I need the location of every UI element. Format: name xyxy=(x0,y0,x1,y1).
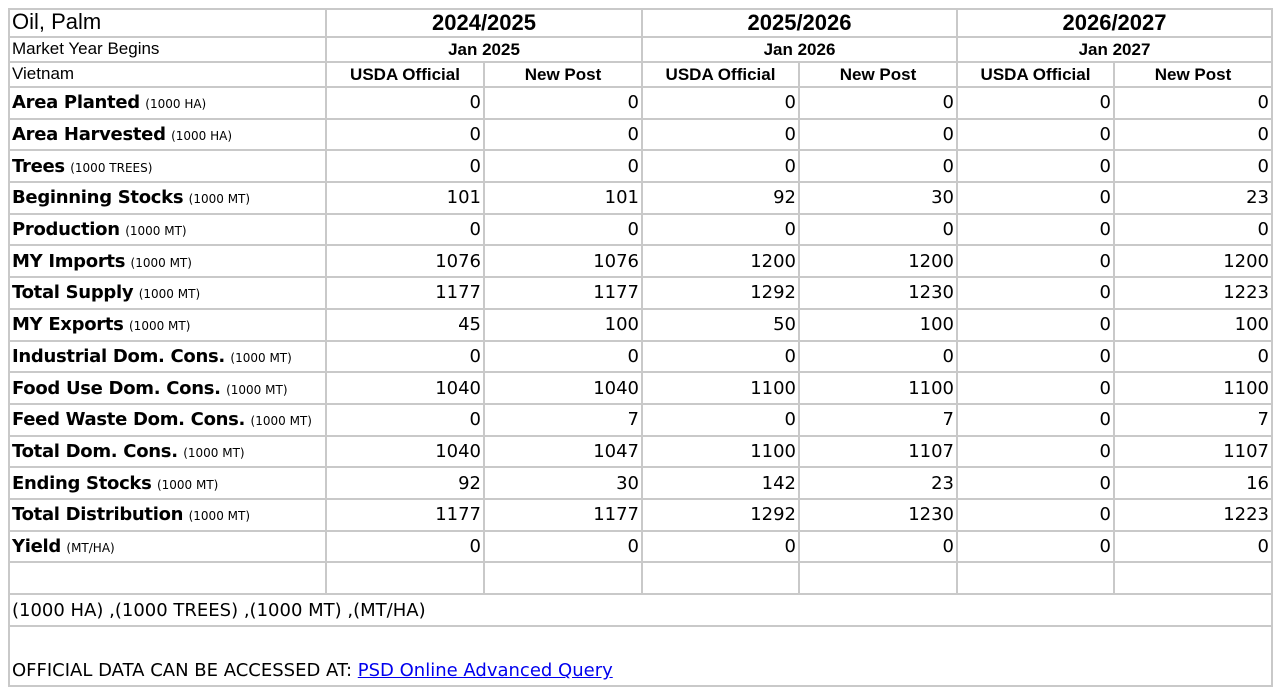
value-cell: 1100 xyxy=(799,372,957,404)
value-cell: 0 xyxy=(484,87,642,119)
value-cell: 0 xyxy=(799,531,957,563)
table-row xyxy=(9,341,1272,373)
col-new-post: New Post xyxy=(1114,62,1272,87)
value-cell: 1040 xyxy=(484,372,642,404)
row-label: Food Use Dom. Cons. xyxy=(12,377,221,399)
value-cell: 142 xyxy=(642,467,799,499)
row-unit: (1000 MT) xyxy=(183,445,245,460)
value-cell: 0 xyxy=(326,150,484,182)
value-cell: 0 xyxy=(957,214,1114,246)
value-cell: 1100 xyxy=(1114,372,1272,404)
value-cell: 0 xyxy=(326,119,484,151)
year-header-2: 2025/2026 xyxy=(642,9,957,37)
value-cell: 0 xyxy=(799,341,957,373)
row-unit: (1000 TREES) xyxy=(70,160,153,175)
value-cell: 92 xyxy=(642,182,799,214)
row-label: Feed Waste Dom. Cons. xyxy=(12,409,246,431)
value-cell: 0 xyxy=(484,341,642,373)
row-label: Yield xyxy=(12,535,61,557)
table-row xyxy=(9,309,1272,341)
value-cell: 0 xyxy=(957,531,1114,563)
value-cell: 0 xyxy=(957,182,1114,214)
value-cell: 0 xyxy=(957,436,1114,468)
value-cell: 1230 xyxy=(799,277,957,309)
value-cell: 0 xyxy=(642,87,799,119)
header-row-begins xyxy=(9,37,1272,62)
value-cell: 0 xyxy=(799,119,957,151)
value-cell: 0 xyxy=(326,214,484,246)
table-row xyxy=(9,531,1272,563)
value-cell: 0 xyxy=(484,150,642,182)
row-label-cell xyxy=(9,372,326,404)
row-label: Total Dom. Cons. xyxy=(12,440,178,462)
table-row xyxy=(9,499,1272,531)
table-row xyxy=(9,87,1272,119)
value-cell: 0 xyxy=(484,214,642,246)
row-unit: (1000 MT) xyxy=(250,414,312,429)
value-cell: 0 xyxy=(326,404,484,436)
value-cell: 0 xyxy=(642,150,799,182)
year-header-1: 2024/2025 xyxy=(326,9,642,37)
value-cell: 1223 xyxy=(1114,277,1272,309)
value-cell: 0 xyxy=(1114,531,1272,563)
begins-header-2: Jan 2026 xyxy=(642,37,957,62)
table-row xyxy=(9,372,1272,404)
value-cell: 1076 xyxy=(326,245,484,277)
value-cell: 0 xyxy=(642,214,799,246)
value-cell: 0 xyxy=(957,245,1114,277)
value-cell: 0 xyxy=(957,499,1114,531)
value-cell: 100 xyxy=(484,309,642,341)
row-label-cell xyxy=(9,245,326,277)
header-row-columns xyxy=(9,62,1272,87)
value-cell: 1292 xyxy=(642,499,799,531)
value-cell: 1040 xyxy=(326,372,484,404)
value-cell: 0 xyxy=(957,87,1114,119)
value-cell: 1200 xyxy=(642,245,799,277)
row-label: MY Imports xyxy=(12,250,126,272)
value-cell: 0 xyxy=(642,119,799,151)
blank-cell xyxy=(642,562,799,594)
value-cell: 0 xyxy=(799,214,957,246)
value-cell: 0 xyxy=(1114,150,1272,182)
value-cell: 0 xyxy=(799,150,957,182)
value-cell: 1292 xyxy=(642,277,799,309)
value-cell: 1076 xyxy=(484,245,642,277)
begins-header-3: Jan 2027 xyxy=(957,37,1272,62)
value-cell: 0 xyxy=(642,341,799,373)
blank-cell xyxy=(799,562,957,594)
blank-cell xyxy=(1114,562,1272,594)
value-cell: 0 xyxy=(957,150,1114,182)
value-cell: 0 xyxy=(1114,214,1272,246)
row-label: Total Supply xyxy=(12,282,134,304)
value-cell: 1177 xyxy=(484,277,642,309)
access-text: OFFICIAL DATA CAN BE ACCESSED AT: xyxy=(12,660,358,682)
row-label-cell xyxy=(9,404,326,436)
value-cell: 100 xyxy=(1114,309,1272,341)
row-unit: (1000 MT) xyxy=(156,477,219,492)
row-unit: (1000 MT) xyxy=(130,255,192,270)
row-label: Beginning Stocks xyxy=(12,187,184,209)
row-label-cell xyxy=(9,214,326,246)
psd-table xyxy=(8,8,1273,687)
value-cell: 23 xyxy=(799,467,957,499)
value-cell: 101 xyxy=(326,182,484,214)
row-unit: (1000 MT) xyxy=(188,192,251,207)
col-usda-official: USDA Official xyxy=(642,62,799,87)
value-cell: 1107 xyxy=(1114,436,1272,468)
value-cell: 1107 xyxy=(799,436,957,468)
table-row xyxy=(9,404,1272,436)
row-unit: (1000 HA) xyxy=(171,129,233,144)
value-cell: 1223 xyxy=(1114,499,1272,531)
table-row xyxy=(9,277,1272,309)
value-cell: 45 xyxy=(326,309,484,341)
value-cell: 1177 xyxy=(326,499,484,531)
value-cell: 23 xyxy=(1114,182,1272,214)
value-cell: 0 xyxy=(957,309,1114,341)
value-cell: 50 xyxy=(642,309,799,341)
row-label: Ending Stocks xyxy=(12,472,152,494)
value-cell: 0 xyxy=(957,341,1114,373)
value-cell: 0 xyxy=(326,341,484,373)
table-row xyxy=(9,119,1272,151)
begins-header-1: Jan 2025 xyxy=(326,37,642,62)
value-cell: 30 xyxy=(484,467,642,499)
access-note xyxy=(9,626,1272,686)
value-cell: 1200 xyxy=(799,245,957,277)
row-label: Total Distribution xyxy=(12,504,184,526)
col-new-post: New Post xyxy=(484,62,642,87)
row-label: MY Exports xyxy=(12,314,124,336)
market-year-label: Market Year Begins xyxy=(9,37,326,62)
row-label-cell xyxy=(9,531,326,563)
footer-units-row xyxy=(9,594,1272,626)
value-cell: 1230 xyxy=(799,499,957,531)
value-cell: 0 xyxy=(1114,341,1272,373)
row-label-cell xyxy=(9,467,326,499)
value-cell: 0 xyxy=(957,277,1114,309)
table-row xyxy=(9,467,1272,499)
psd-online-link[interactable]: PSD Online Advanced Query xyxy=(357,660,613,682)
value-cell: 1177 xyxy=(326,277,484,309)
blank-cell xyxy=(9,562,326,594)
row-label-cell xyxy=(9,341,326,373)
value-cell: 0 xyxy=(799,87,957,119)
units-note: (1000 HA) ,(1000 TREES) ,(1000 MT) ,(MT/HA) xyxy=(9,594,1272,626)
row-label-cell xyxy=(9,436,326,468)
row-unit: (1000 HA) xyxy=(145,97,207,112)
value-cell: 0 xyxy=(484,119,642,151)
blank-cell xyxy=(326,562,484,594)
commodity-title: Oil, Palm xyxy=(9,9,326,37)
value-cell: 101 xyxy=(484,182,642,214)
value-cell: 1040 xyxy=(326,436,484,468)
value-cell: 92 xyxy=(326,467,484,499)
row-label-cell xyxy=(9,277,326,309)
year-header-3: 2026/2027 xyxy=(957,9,1272,37)
table-row xyxy=(9,245,1272,277)
value-cell: 0 xyxy=(957,467,1114,499)
table-row xyxy=(9,436,1272,468)
value-cell: 0 xyxy=(957,404,1114,436)
blank-cell xyxy=(957,562,1114,594)
table-row xyxy=(9,182,1272,214)
value-cell: 0 xyxy=(326,531,484,563)
value-cell: 0 xyxy=(957,372,1114,404)
row-label-cell xyxy=(9,119,326,151)
row-label-cell xyxy=(9,87,326,119)
value-cell: 1047 xyxy=(484,436,642,468)
row-label: Trees xyxy=(12,155,65,177)
blank-cell xyxy=(484,562,642,594)
value-cell: 7 xyxy=(484,404,642,436)
row-label-cell xyxy=(9,309,326,341)
row-unit: (1000 MT) xyxy=(138,287,201,302)
col-usda-official: USDA Official xyxy=(326,62,484,87)
value-cell: 7 xyxy=(1114,404,1272,436)
table-row xyxy=(9,214,1272,246)
blank-row xyxy=(9,562,1272,594)
value-cell: 30 xyxy=(799,182,957,214)
value-cell: 1100 xyxy=(642,372,799,404)
value-cell: 0 xyxy=(642,404,799,436)
col-new-post: New Post xyxy=(799,62,957,87)
col-usda-official: USDA Official xyxy=(957,62,1114,87)
row-label: Area Planted xyxy=(12,92,140,114)
row-unit: (1000 MT) xyxy=(129,319,191,334)
value-cell: 1177 xyxy=(484,499,642,531)
value-cell: 0 xyxy=(1114,119,1272,151)
value-cell: 0 xyxy=(326,87,484,119)
value-cell: 0 xyxy=(957,119,1114,151)
value-cell: 1100 xyxy=(642,436,799,468)
row-label-cell xyxy=(9,182,326,214)
value-cell: 0 xyxy=(1114,87,1272,119)
value-cell: 0 xyxy=(642,531,799,563)
row-unit: (MT/HA) xyxy=(66,540,115,555)
row-label: Area Harvested xyxy=(12,124,166,146)
row-unit: (1000 MT) xyxy=(226,382,288,397)
row-label-cell xyxy=(9,150,326,182)
row-label: Production xyxy=(12,219,120,241)
row-unit: (1000 MT) xyxy=(125,224,187,239)
country-label: Vietnam xyxy=(9,62,326,87)
row-unit: (1000 MT) xyxy=(230,350,292,365)
value-cell: 0 xyxy=(484,531,642,563)
row-unit: (1000 MT) xyxy=(188,509,251,524)
value-cell: 16 xyxy=(1114,467,1272,499)
value-cell: 100 xyxy=(799,309,957,341)
header-row-years xyxy=(9,9,1272,37)
row-label-cell xyxy=(9,499,326,531)
footer-link-row xyxy=(9,626,1272,686)
table-row xyxy=(9,150,1272,182)
value-cell: 1200 xyxy=(1114,245,1272,277)
row-label: Industrial Dom. Cons. xyxy=(12,345,225,367)
value-cell: 7 xyxy=(799,404,957,436)
